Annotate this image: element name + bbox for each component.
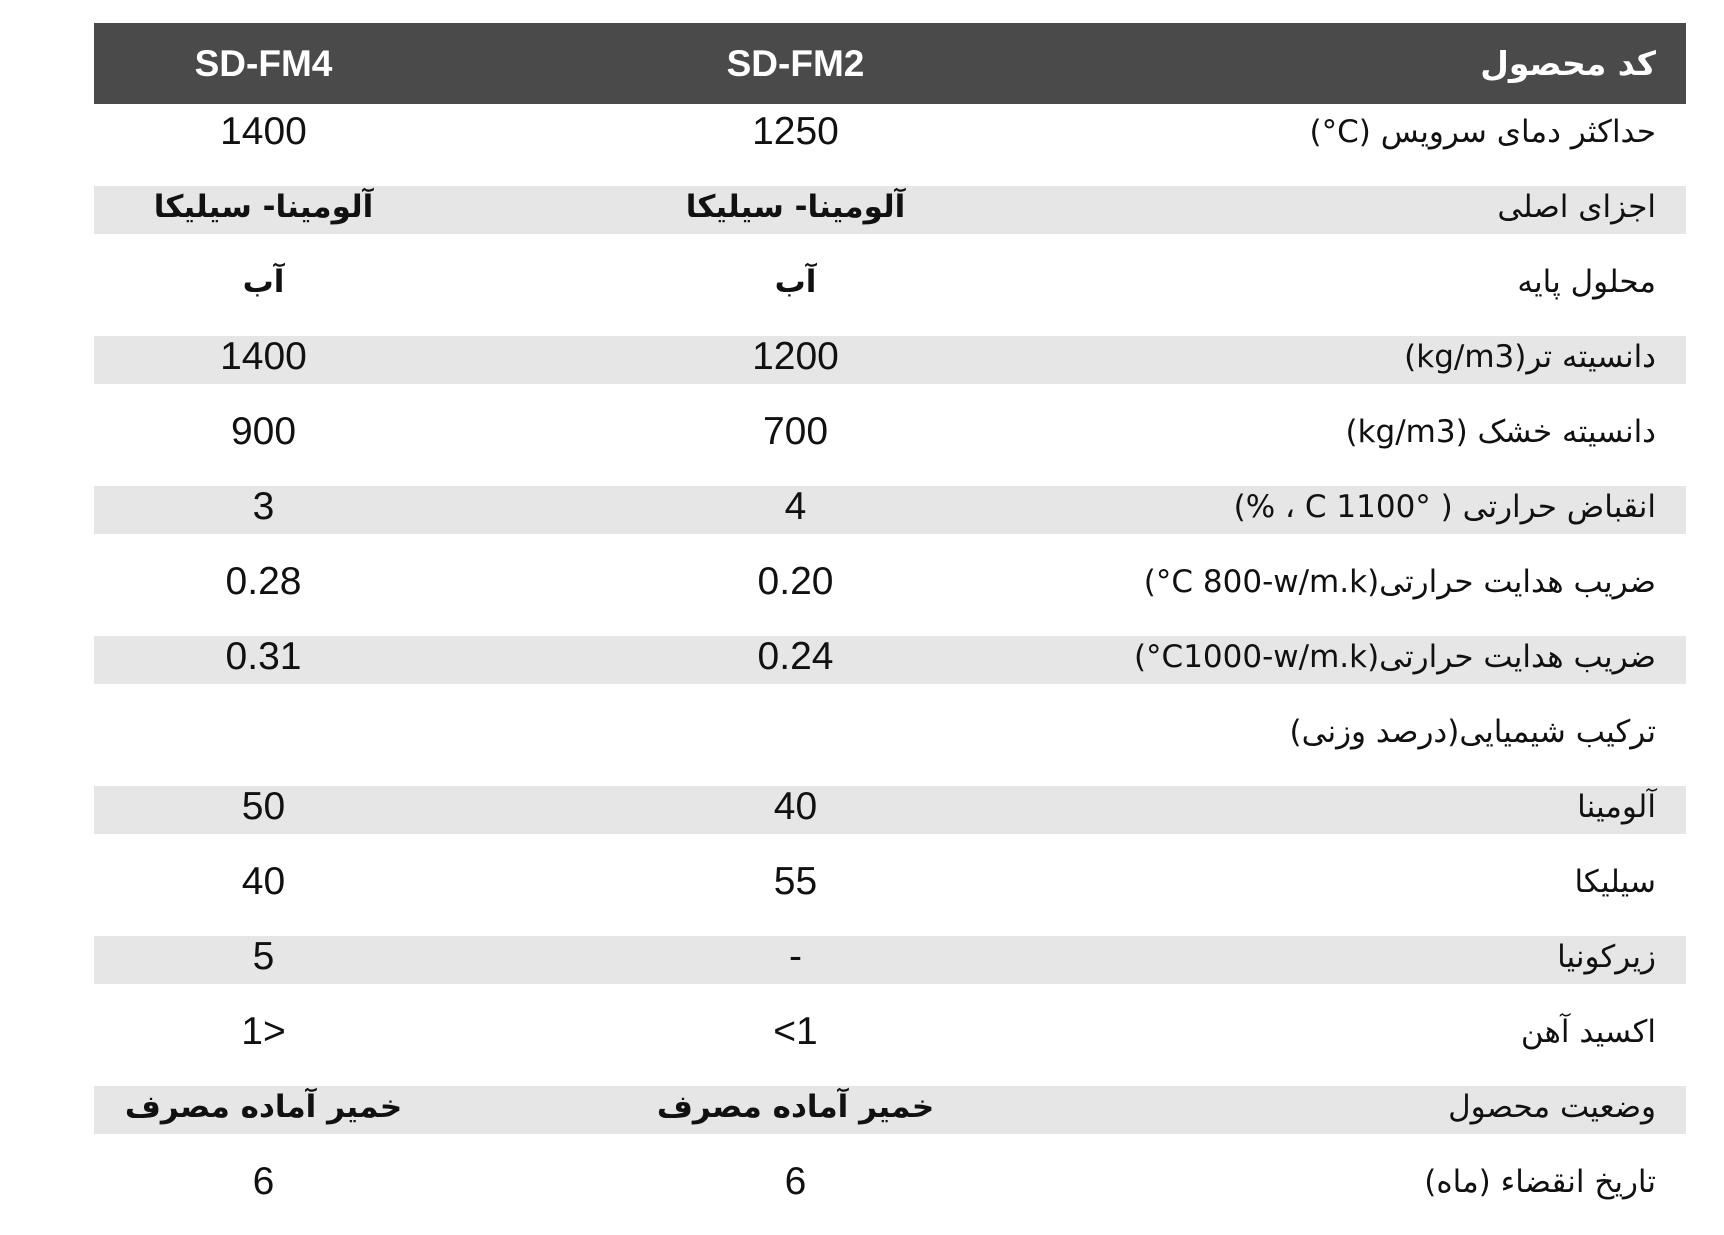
row-zirconia [94, 929, 1686, 1004]
row-label: انقباض حرارتی ( C 1100° ، %) [1158, 479, 1686, 554]
cell-fm2: 1250 [752, 110, 839, 153]
row-label: زیرکونیا [1158, 929, 1686, 1004]
cell-fm2: آب [774, 264, 817, 300]
cell-fm4: آب [242, 264, 285, 300]
cell-fm2 [433, 704, 1158, 779]
table-header [94, 23, 1686, 104]
cell-fm2: خمیر آماده مصرف [433, 1079, 1158, 1154]
cell-fm2: 0.24 [433, 629, 1158, 704]
cell-fm2: 55 [773, 860, 818, 903]
row-label: تاریخ انقضاء (ماه) [1424, 1164, 1656, 1200]
cell-fm4: 3 [94, 479, 433, 554]
header-row [94, 23, 1686, 104]
cell-fm2: 4 [433, 479, 1158, 554]
row-label: ترکیب شیمیایی(درصد وزنی) [1289, 714, 1656, 750]
cell-fm4: خمیر آماده مصرف [94, 1079, 433, 1154]
cell-fm2: 40 [433, 779, 1158, 854]
row-product-state [94, 1079, 1686, 1154]
cell-fm2: 0.20 [757, 560, 834, 603]
row-label: آلومینا [1158, 779, 1686, 854]
cell-fm4: 1400 [94, 329, 433, 404]
cell-fm4: 40 [241, 860, 286, 903]
row-label: حداکثر دمای سرویس (C°) [1309, 114, 1656, 150]
row-label: اکسید آهن [1520, 1014, 1656, 1050]
cell-fm4: 50 [94, 779, 433, 854]
row-thermal-conductivity-1000 [94, 629, 1686, 704]
row-label: ضریب هدایت حرارتی(C 800-w/m.k°) [1143, 564, 1656, 600]
row-thermal-shrinkage [94, 479, 1686, 554]
cell-fm4: 1> [241, 1010, 286, 1053]
row-label: محلول پایه [1517, 264, 1656, 300]
row-main-components [94, 179, 1686, 254]
row-alumina [94, 779, 1686, 854]
cell-fm2: 700 [762, 410, 829, 453]
cell-fm2: <1 [773, 1010, 818, 1053]
cell-fm4: 0.28 [225, 560, 302, 603]
table-body [94, 104, 1686, 1229]
row-thermal-conductivity-800 [94, 554, 1686, 629]
cell-fm2: 6 [784, 1160, 807, 1203]
row-chemical-composition [94, 704, 1686, 779]
header-product-code: کد محصول [1480, 44, 1656, 83]
row-iron-oxide [94, 1004, 1686, 1079]
row-expiry [94, 1154, 1686, 1229]
cell-fm4 [94, 704, 433, 779]
row-label: دانسیته تر(kg/m3) [1158, 329, 1686, 404]
row-label: اجزای اصلی [1158, 179, 1686, 254]
row-wet-density [94, 329, 1686, 404]
cell-fm4: 0.31 [94, 629, 433, 704]
row-silica [94, 854, 1686, 929]
product-spec-table [94, 23, 1686, 1229]
row-dry-density [94, 404, 1686, 479]
cell-fm4: 5 [94, 929, 433, 1004]
row-label: وضعیت محصول [1158, 1079, 1686, 1154]
cell-fm4: 900 [230, 410, 297, 453]
row-base-solution [94, 254, 1686, 329]
row-max-service-temp [94, 104, 1686, 179]
header-sd-fm2: SD-FM2 [726, 42, 865, 84]
cell-fm4: آلومینا- سیلیکا [94, 179, 433, 254]
row-label: سیلیکا [1574, 864, 1656, 900]
row-label: ضریب هدایت حرارتی(C1000-w/m.k°) [1158, 629, 1686, 704]
row-label: دانسیته خشک (kg/m3) [1345, 414, 1656, 450]
header-sd-fm4: SD-FM4 [194, 42, 333, 84]
cell-fm4: 1400 [220, 110, 307, 153]
cell-fm2: - [433, 929, 1158, 1004]
cell-fm4: 6 [252, 1160, 275, 1203]
cell-fm2: آلومینا- سیلیکا [433, 179, 1158, 254]
cell-fm2: 1200 [433, 329, 1158, 404]
